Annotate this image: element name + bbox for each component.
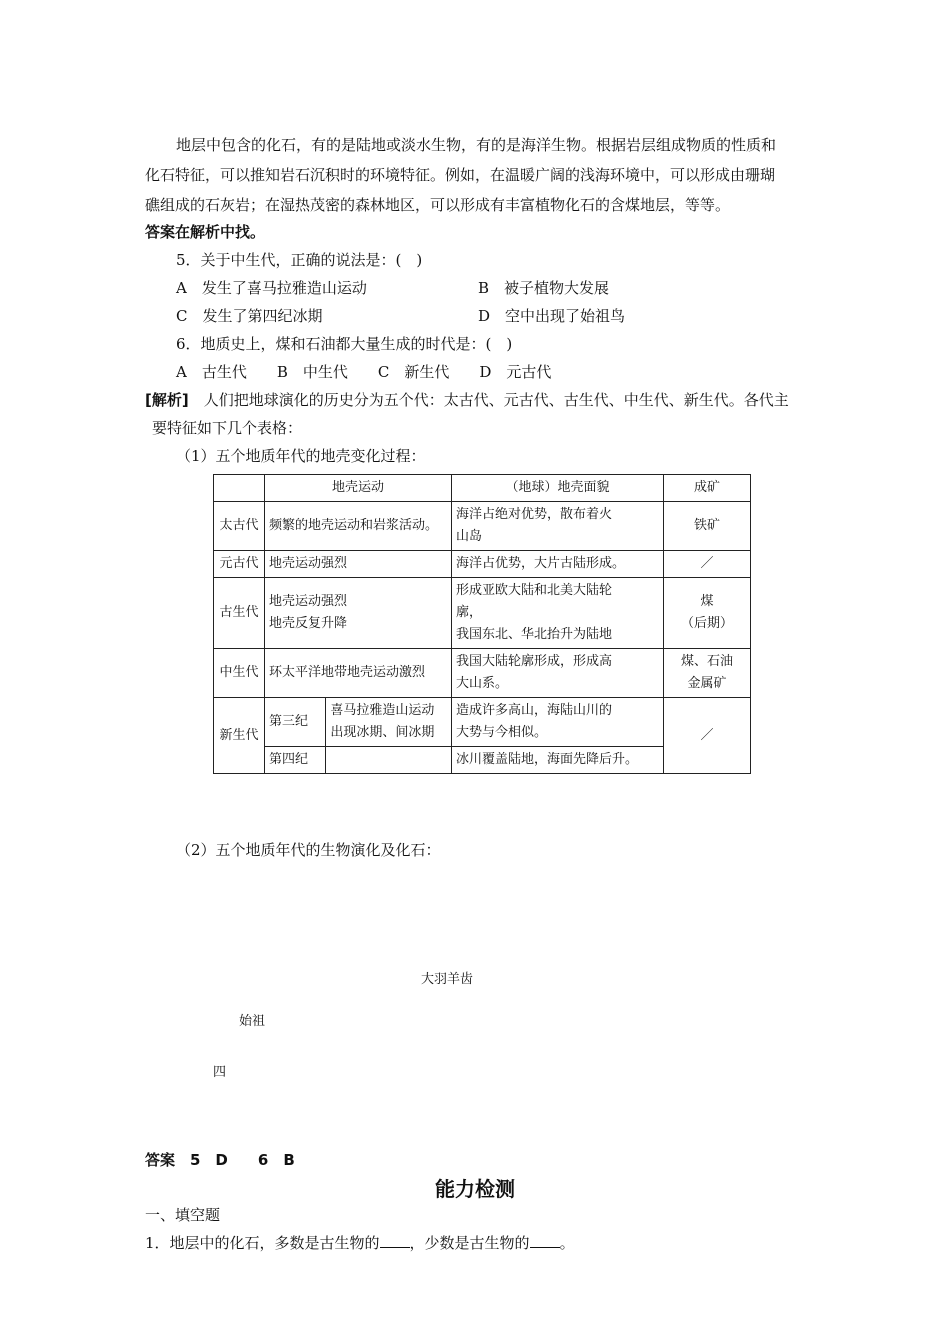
movement-quaternary — [326, 747, 452, 774]
analysis-label: [解析] — [145, 391, 189, 409]
answer-hint: 答案在解析中找。 — [145, 223, 266, 241]
ability-test-title: 能力检测 — [435, 1177, 515, 1201]
fragment-si: 四 — [213, 1065, 227, 1080]
analysis-line-2: 要特征如下几个表格： — [152, 419, 303, 437]
intro-line-2: 化石特征，可以推知岩石沉积时的环境特征。例如，在温暖广阔的浅海环境中，可以形成由珊瑚 — [145, 166, 776, 184]
face-yuangu: 海洋占优势，大片古陆形成。 — [452, 551, 664, 578]
movement-tertiary: 喜马拉雅造山运动 出现冰期、间冰期 — [326, 698, 452, 747]
q5-option-c: C 发生了第四纪冰期 — [176, 307, 323, 325]
fill-heading: 一、填空题 — [145, 1206, 221, 1224]
ore-yuangu: ／ — [664, 551, 751, 578]
period-quaternary: 第四纪 — [265, 747, 326, 774]
header-face: （地球）地壳面貌 — [452, 475, 664, 502]
q5-option-a: A 发生了喜马拉雅造山运动 — [176, 279, 367, 297]
era-zhongsheng: 中生代 — [214, 649, 265, 698]
q5-option-b: B 被子植物大发展 — [478, 279, 610, 297]
ore-gusheng: 煤 （后期） — [664, 578, 751, 649]
era-xinsheng: 新生代 — [214, 698, 265, 774]
era-yuangu: 元古代 — [214, 551, 265, 578]
analysis-line-1: 人们把地球演化的历史分为五个代：太古代、元古代、古生代、中生代、新生代。各代主 — [188, 391, 789, 409]
ore-zhongsheng: 煤、石油 金属矿 — [664, 649, 751, 698]
movement-gusheng: 地壳运动强烈 地壳反复升降 — [265, 578, 452, 649]
movement-zhongsheng: 环太平洋地带地壳运动激烈 — [265, 649, 452, 698]
ore-taigu: 铁矿 — [664, 502, 751, 551]
crust-change-table — [213, 474, 751, 774]
answer-blank[interactable] — [530, 1233, 560, 1248]
section-1-heading: （1）五个地质年代的地壳变化过程： — [176, 447, 426, 465]
section-2-heading: （2）五个地质年代的生物演化及化石： — [176, 841, 441, 859]
intro-line-3: 礁组成的石灰岩；在湿热茂密的森林地区，可以形成有丰富植物化石的含煤地层，等等。 — [145, 196, 731, 214]
answer-line: 答案 5 D 6 B — [145, 1151, 295, 1169]
q5-stem: 5．关于中生代，正确的说法是：( ) — [176, 251, 423, 269]
movement-taigu: 频繁的地壳运动和岩浆活动。 — [265, 502, 452, 551]
period-tertiary: 第三纪 — [265, 698, 326, 747]
header-ore: 成矿 — [664, 475, 751, 502]
era-gusheng: 古生代 — [214, 578, 265, 649]
fragment-dayuyangchi: 大羽羊齿 — [421, 972, 474, 987]
face-tertiary: 造成许多高山，海陆山川的 大势与今相似。 — [452, 698, 664, 747]
ore-xinsheng: ／ — [664, 698, 751, 774]
fill-question-1: 1．地层中的化石，多数是古生物的 ，少数是古生物的 。 — [145, 1234, 575, 1252]
q6-stem: 6．地质史上，煤和石油都大量生成的时代是：( ) — [176, 335, 513, 353]
face-taigu: 海洋占绝对优势，散布着火 山岛 — [452, 502, 664, 551]
face-zhongsheng: 我国大陆轮廓形成，形成高 大山系。 — [452, 649, 664, 698]
answer-blank[interactable] — [380, 1233, 410, 1248]
q5-option-d: D 空中出现了始祖鸟 — [478, 307, 626, 325]
movement-yuangu: 地壳运动强烈 — [265, 551, 452, 578]
fragment-shizu: 始祖 — [239, 1014, 266, 1029]
era-taigu: 太古代 — [214, 502, 265, 551]
header-movement: 地壳运动 — [265, 475, 452, 502]
face-quaternary: 冰川覆盖陆地，海面先降后升。 — [452, 747, 664, 774]
face-gusheng: 形成亚欧大陆和北美大陆轮 廓， 我国东北、华北抬升为陆地 — [452, 578, 664, 649]
intro-line-1: 地层中包含的化石，有的是陆地或淡水生物，有的是海洋生物。根据岩层组成物质的性质和 — [176, 136, 777, 154]
q6-options: A 古生代 B 中生代 C 新生代 D 元古代 — [176, 363, 552, 381]
